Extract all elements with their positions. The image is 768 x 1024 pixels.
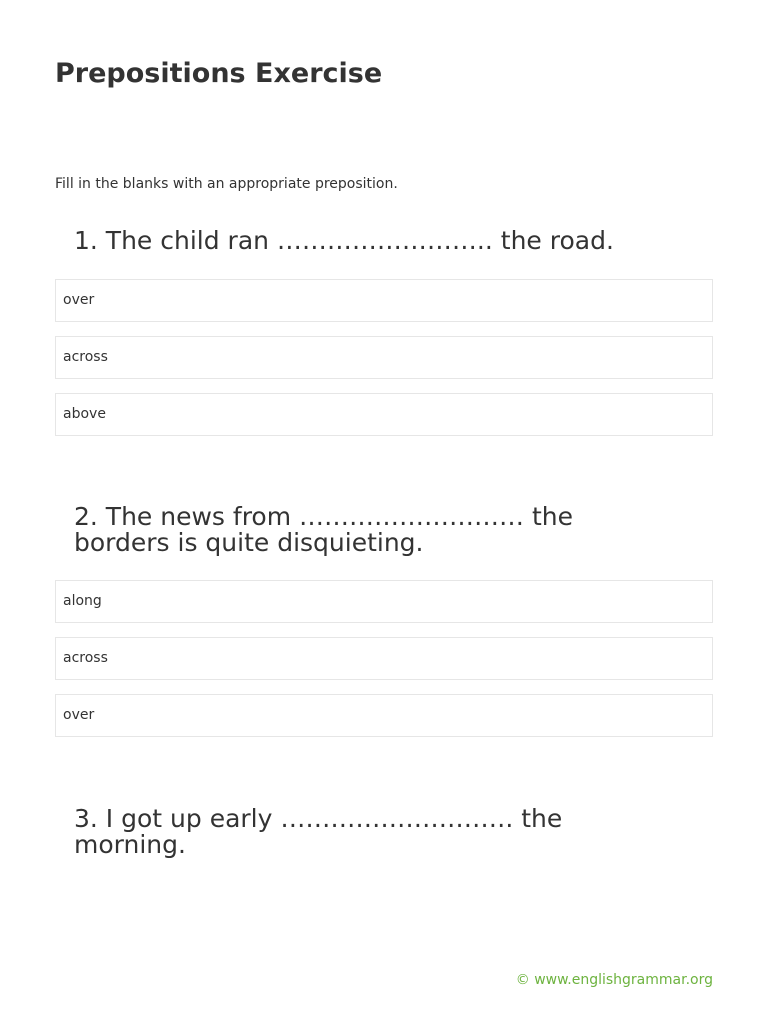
question-text: 1. The child ran …………………….. the road. (74, 226, 614, 255)
answer-options (55, 580, 713, 737)
question-2 (55, 504, 713, 751)
question-3 (55, 806, 713, 858)
question-text: 2. The news from ……………………… the borders is quite disquieting. (74, 502, 573, 557)
answer-options (55, 279, 713, 436)
answer-option[interactable]: across (55, 637, 713, 680)
copyright-footer: © www.englishgrammar.org (515, 972, 713, 988)
answer-option[interactable]: along (55, 580, 713, 623)
question-text: 3. I got up early ………………………. the morning. (74, 804, 563, 859)
answer-option[interactable]: above (55, 393, 713, 436)
answer-option[interactable]: over (55, 279, 713, 322)
instructions: Fill in the blanks with an appropriate preposition. (55, 176, 398, 192)
answer-option[interactable]: across (55, 336, 713, 379)
question-1 (55, 228, 713, 450)
answer-option[interactable]: over (55, 694, 713, 737)
page-title: Prepositions Exercise (55, 58, 383, 89)
